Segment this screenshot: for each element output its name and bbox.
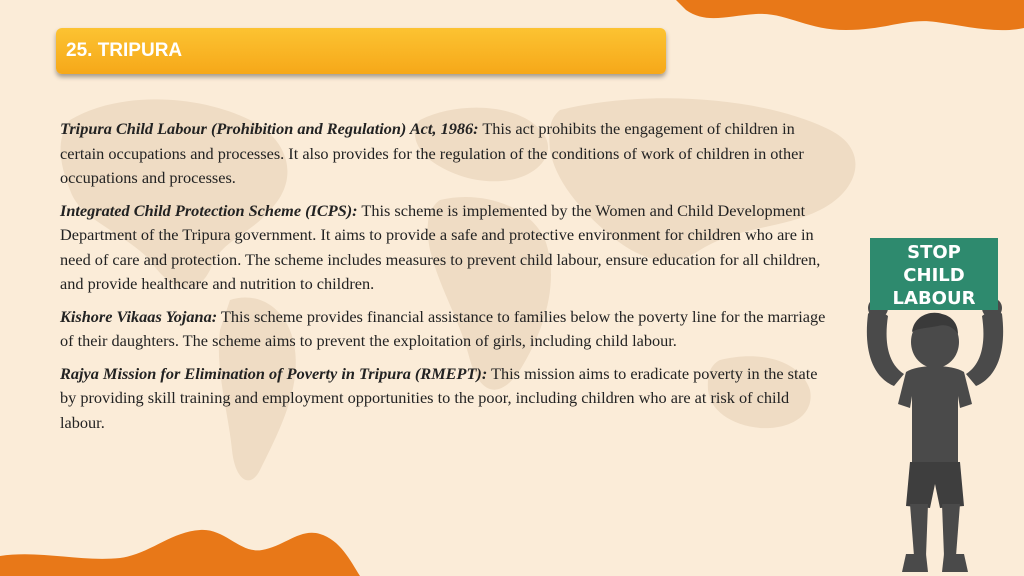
title-bar: [56, 28, 666, 74]
paragraph-body: This mission aims to eradicate poverty in the state by providing skill training and employment opportunities to the poor, including children who are at risk of child labour.: [60, 363, 818, 432]
paragraph-body: This act prohibits the engagement of children in certain occupations and processes. It also provides for the regulation of the conditions of work of children in other occupations and processes.: [60, 119, 804, 187]
paragraph-body: This scheme is implemented by the Women and Child Development Department of the Tripura government. It aims to provide a safe and protective environment for children who are in need of care and protection. The scheme includes measures to prevent child labour, ensure education for all children, and provide healthcare and nutrition to children.: [60, 200, 821, 293]
paragraph-act-1986: [60, 117, 830, 191]
paragraph-icps: [60, 199, 830, 297]
right-foot: [942, 554, 968, 572]
top-right-decor-blob: [676, 0, 1024, 40]
left-arm: [867, 306, 904, 386]
paragraph-heading: Rajya Mission for Elimination of Poverty in Tripura (RMEPT):: [60, 363, 488, 383]
right-arm: [966, 306, 1003, 386]
sign-line-labour: LABOUR: [892, 288, 976, 309]
paragraph-kishore-vikaas: [60, 305, 830, 354]
left-foot: [902, 554, 928, 572]
paragraph-heading: Integrated Child Protection Scheme (ICPS):: [60, 200, 358, 220]
stop-child-labour-illustration: [860, 236, 1010, 576]
right-leg: [942, 504, 960, 556]
paragraph-heading: Tripura Child Labour (Prohibition and Regulation) Act, 1986:: [60, 119, 479, 138]
paragraph-body: This scheme provides financial assistance to families below the poverty line for the marriage of their daughters. The scheme aims to prevent the exploitation of girls, including child labour.: [60, 306, 826, 350]
paragraph-rmept: [60, 362, 830, 436]
slide-title: 25. TRIPURA: [66, 40, 183, 61]
sign-line-child: CHILD: [903, 265, 965, 286]
content-body: [60, 117, 830, 443]
bottom-left-decor-blob: [0, 520, 360, 576]
child-torso: [898, 366, 972, 466]
sign-line-stop: STOP: [907, 242, 961, 263]
paragraph-heading: Kishore Vikaas Yojana:: [60, 306, 218, 326]
child-shorts: [906, 462, 964, 508]
left-leg: [910, 504, 928, 556]
